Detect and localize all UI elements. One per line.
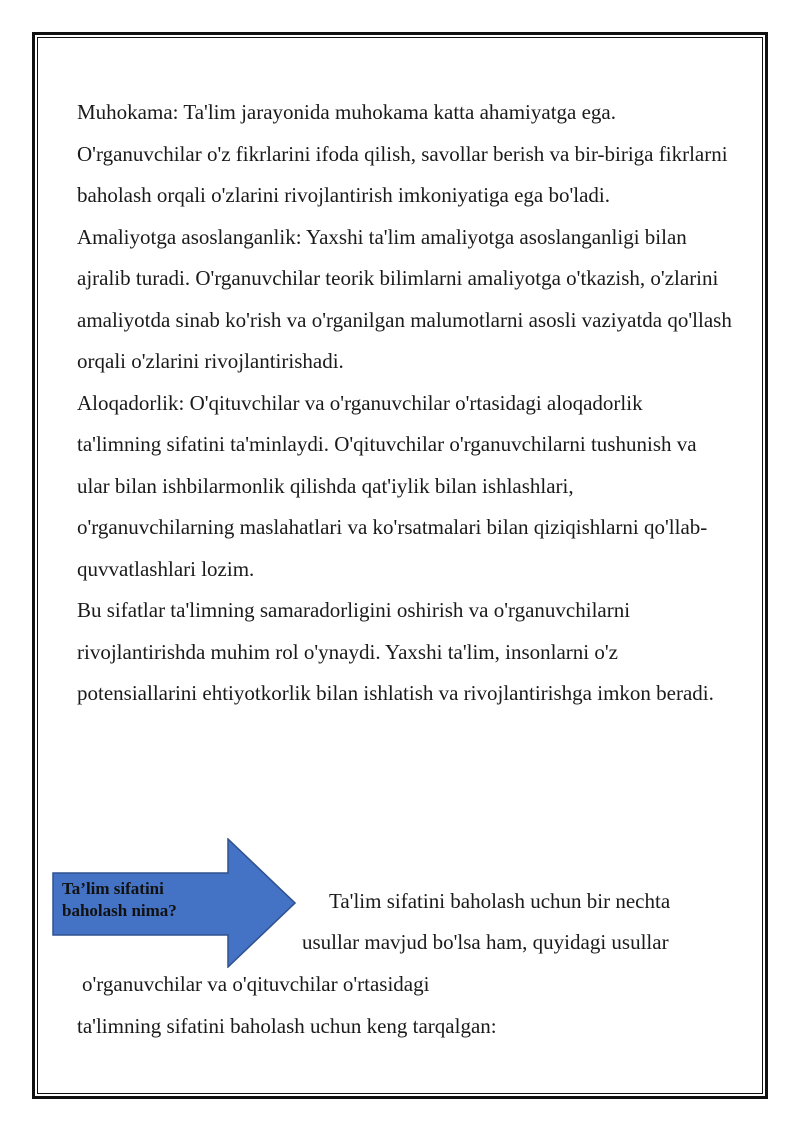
paragraph-muhokama: Muhokama: Ta'lim jarayonida muhokama katta ahamiyatga ega. O'rganuvchilar o'z fikrlarini ifoda qilish, savollar berish va bir-biriga fikrlarni baholash orqali o'zlarini rivojlantirish imkoniyatiga ega bo'ladi.: [77, 100, 728, 207]
callout-label: Ta’lim sifatini baholash nima?: [62, 879, 177, 920]
body-text: [77, 92, 732, 715]
paragraph-summary: Bu sifatlar ta'limning samaradorligini oshirish va o'rganuvchilarni rivojlantirishda muhim rol o'ynaydi. Yaxshi ta'lim, insonlarni o'z potensiallarini ehtiyotkorlik bilan ishlatish va rivojlantirishga imkon beradi.: [77, 598, 714, 705]
paragraph-amaliyot: Amaliyotga asoslanganlik: Yaxshi ta'lim amaliyotga asoslanganligi bilan ajralib turadi. O'rganuvchilar teorik bilimlarni amaliyotga o'tkazish, o'zlarini amaliyotda sinab ko'rish va o'rganilgan malumotlarni asosli vaziyatda qo'llash orqali o'zlarini rivojlantirishadi.: [77, 224, 732, 373]
closing-line-1: Ta'lim sifatini baholash uchun bir nechta: [329, 889, 671, 913]
closing-line-2: usullar mavjud bo'lsa ham, quyidagi usullar: [302, 930, 669, 954]
closing-line-3: o'rganuvchilar va o'qituvchilar o'rtasidagi: [82, 972, 430, 996]
closing-line-4: ta'limning sifatini baholash uchun keng tarqalgan:: [77, 1014, 497, 1038]
paragraph-aloqadorlik: Aloqadorlik: O'qituvchilar va o'rganuvchilar o'rtasidagi aloqadorlik ta'limning sifatini ta'minlaydi. O'qituvchilar o'rganuvchilarni tushunish va ular bilan ishbilarmonlik qilishda qat'iylik bilan ishlashlari, o'rganuvchilarning maslahatlari va ko'rsatmalari bilan qiziqishlarni qo'llab-quvvatlashlari lozim.: [77, 390, 708, 581]
